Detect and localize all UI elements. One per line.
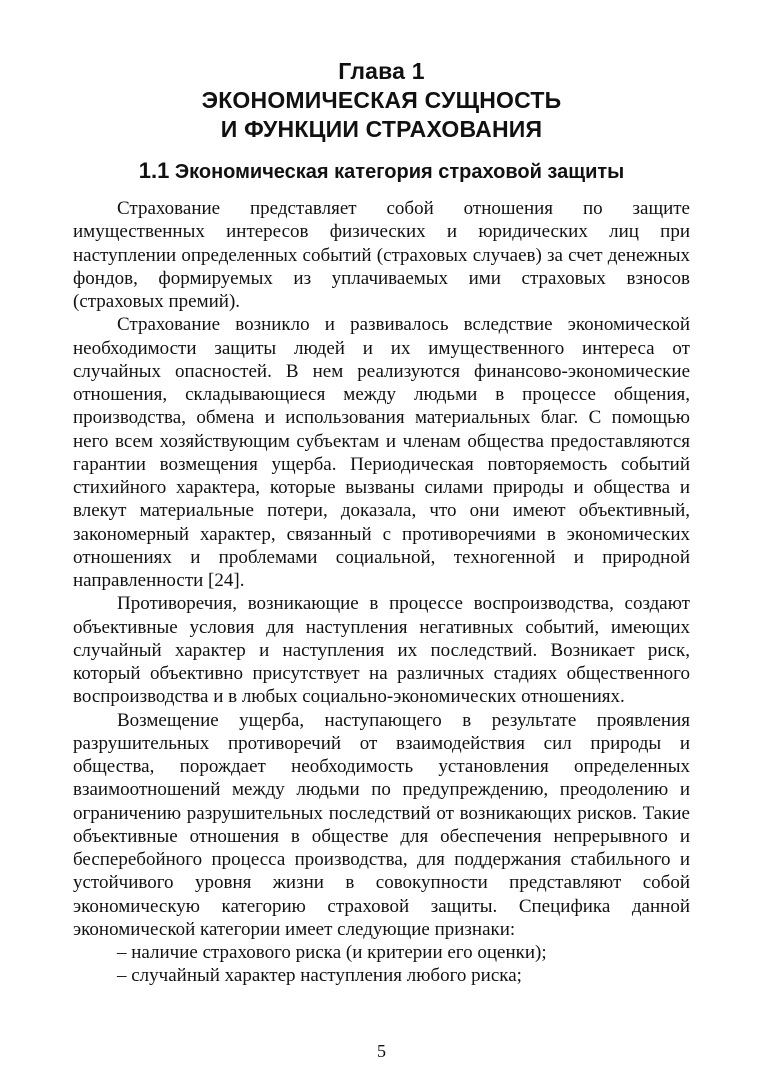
section-title-text: Экономическая категория страховой защиты bbox=[174, 161, 625, 183]
list-item: – случайный характер наступления любого риска; bbox=[117, 965, 522, 987]
chapter-title-line-2: И ФУНКЦИИ СТРАХОВАНИЯ bbox=[220, 116, 543, 142]
chapter-title-line-1: ЭКОНОМИЧЕСКАЯ СУЩНОСТЬ bbox=[201, 87, 562, 113]
body-text bbox=[73, 197, 690, 988]
chapter-heading bbox=[73, 57, 690, 144]
chapter-label: Глава 1 bbox=[338, 58, 425, 84]
paragraph: Противоречия, возникающие в процессе воспроизводства, создают объективные условия для наступления негативных событий, имеющих случайный характер и наступления их последствий. Возникает риск, который объективно присутствует на различных стадиях общественного воспроизводства и в любых социально-экономических отношениях. bbox=[73, 593, 690, 708]
section-number: 1.1 bbox=[138, 158, 170, 183]
paragraph: Возмещение ущерба, наступающего в результате проявления разрушительных противоречий от взаимодействия сил природы и общества, порождает необходимость установления определенных взаимоотношений между людьми по предупреждению, преодолению и ограничению разрушительных последствий от возникающих рисков. Такие объективные отношения в обществе для обеспечения непрерывного и бесперебойного процесса производства, для поддержания стабильного и устойчивого уровня жизни в совокупности представляют собой экономическую категорию страховой защиты. Специфика данной экономической категории имеет следующие признаки: bbox=[73, 709, 690, 940]
page-number: 5 bbox=[377, 1041, 386, 1061]
list-item: – наличие страхового риска (и критерии его оценки); bbox=[117, 942, 547, 963]
paragraph: Страхование представляет собой отношения по защите имущественных интересов физических и юридических лиц при наступлении определенных событий (страховых случаев) за счет денежных фондов, формируемых из уплачиваемых ими страховых взносов (страховых премий). bbox=[73, 198, 690, 312]
section-heading bbox=[73, 158, 690, 185]
book-page bbox=[73, 0, 690, 1079]
paragraph: Страхование возникло и развивалось вследствие экономической необходимости защиты людей и их имущественного интереса от случайных опасностей. В нем реализуются финансово-экономические отношения, складывающиеся между людьми в процессе общения, производства, обмена и использования материальных благ. С помощью него всем хозяйствующим субъектам и членам общества предоставляются гарантии возмещения ущерба. Периодическая повторяемость событий стихийного характера, которые вызваны силами природы и общества и влекут материальные потери, доказала, что они имеют объективный, закономерный характер, связанный с противоречиями в экономических отношениях и проблемами социальной, техногенной и природной направленности [24]. bbox=[73, 314, 690, 591]
